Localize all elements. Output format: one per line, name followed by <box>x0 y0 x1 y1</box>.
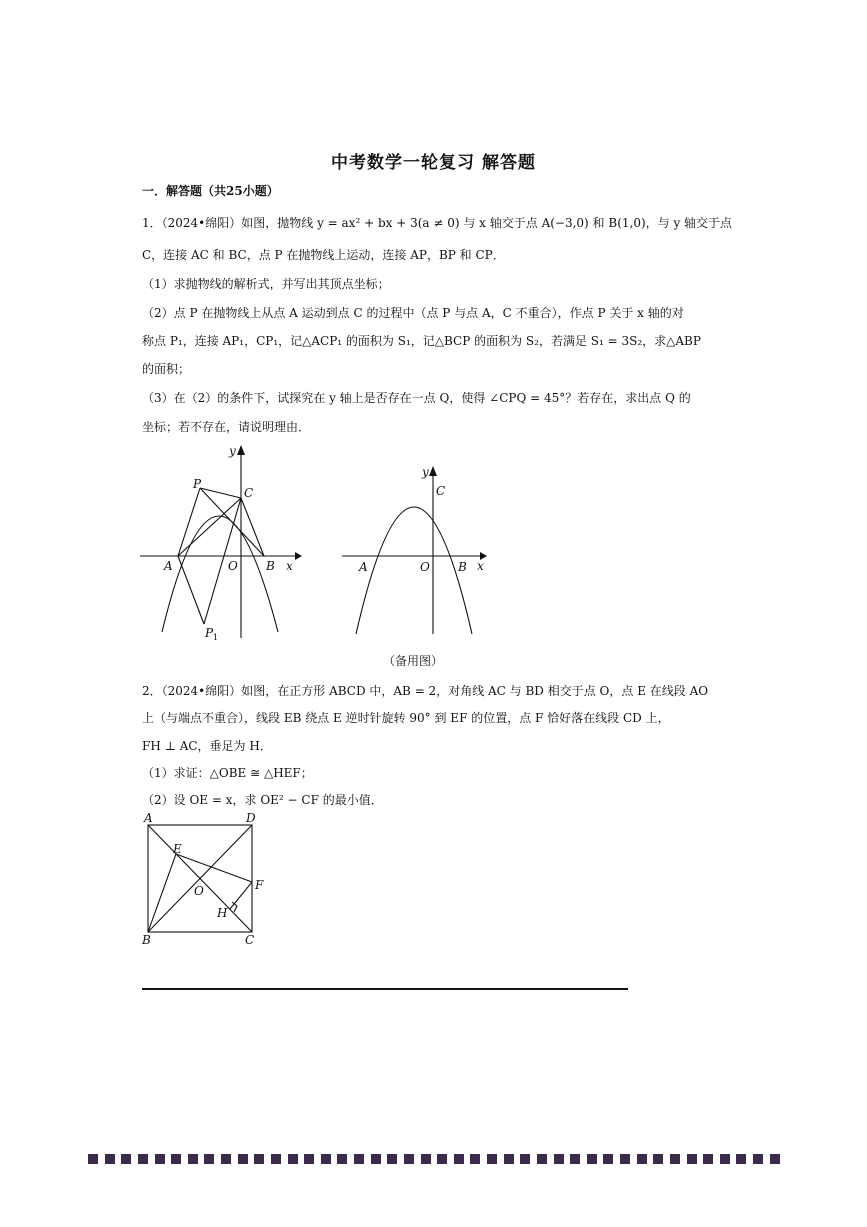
footer-mark <box>537 1154 547 1164</box>
parabola-curve <box>162 516 278 632</box>
footer-mark <box>770 1154 780 1164</box>
footer-mark <box>121 1154 131 1164</box>
q2-line-1: 2．（2024•绵阳）如图，在正方形 ABCD 中，AB = 2，对角线 AC 与 BD 相交于点 O，点 E 在线段 AO <box>142 684 709 698</box>
footer-mark <box>421 1154 431 1164</box>
footer-mark <box>670 1154 680 1164</box>
footer-mark <box>105 1154 115 1164</box>
footer-mark <box>221 1154 231 1164</box>
parabola-curve <box>356 507 472 634</box>
fig1-label-p1: P <box>205 626 214 640</box>
footer-mark <box>337 1154 347 1164</box>
footer-mark <box>288 1154 298 1164</box>
footer-mark <box>753 1154 763 1164</box>
q1-line-4: （2）点 P 在抛物线上从点 A 运动到点 C 的过程中（点 P 与点 A，C 不重合），作点 P 关于 x 轴的对 <box>142 306 684 320</box>
fig3-label-h: H <box>217 906 228 920</box>
fig1-label-c: C <box>244 486 254 500</box>
fig1-label-y: y <box>229 444 236 458</box>
footer-mark <box>554 1154 564 1164</box>
q1-line-1: 1．（2024•绵阳）如图，抛物线 y = ax² + bx + 3(a ≠ 0) 与 x 轴交于点 A(−3,0) 和 B(1,0)，与 y 轴交于点 <box>142 216 733 230</box>
section-heading: 一．解答题（共25小题） <box>142 184 279 198</box>
q1-line-2: C，连接 AC 和 BC，点 P 在抛物线上运动，连接 AP，BP 和 CP． <box>142 248 505 262</box>
fig1-label-x: x <box>286 559 293 573</box>
footer-mark <box>354 1154 364 1164</box>
fig1-label-o: O <box>228 559 238 573</box>
footer-mark <box>138 1154 148 1164</box>
footer-mark <box>504 1154 514 1164</box>
footer-mark <box>736 1154 746 1164</box>
footer-mark <box>653 1154 663 1164</box>
q2-line-2: 上（与端点不重合），线段 EB 绕点 E 逆时针旋转 90° 到 EF 的位置，点 F 恰好落在线段 CD 上， <box>142 711 670 725</box>
footer-mark <box>454 1154 464 1164</box>
fig3-label-e: E <box>173 842 182 856</box>
fig3-label-b: B <box>142 933 151 947</box>
footer-mark <box>687 1154 697 1164</box>
footer-mark <box>171 1154 181 1164</box>
figure-3-square <box>140 810 270 950</box>
q2-line-4: （1）求证：△OBE ≅ △HEF； <box>142 766 313 780</box>
footer-mark <box>271 1154 281 1164</box>
fig3-label-a: A <box>144 811 153 825</box>
footer-mark <box>520 1154 530 1164</box>
q1-line-7: （3）在（2）的条件下，试探究在 y 轴上是否存在一点 Q，使得 ∠CPQ = 45°？若存在，求出点 Q 的 <box>142 391 691 405</box>
fig1-label-p: P <box>193 477 202 491</box>
divider-line <box>142 988 628 990</box>
fig3-label-c: C <box>245 933 255 947</box>
footer-mark <box>437 1154 447 1164</box>
q1-line-8: 坐标；若不存在，请说明理由． <box>142 420 311 434</box>
fig1-label-b: B <box>266 559 275 573</box>
footer-decoration <box>88 1152 780 1166</box>
fig2-label-o: O <box>420 560 430 574</box>
footer-mark <box>321 1154 331 1164</box>
q1-line-5: 称点 P₁，连接 AP₁，CP₁，记△ACP₁ 的面积为 S₁，记△BCP 的面积为 S₂，若满足 S₁ = 3S₂，求△ABP <box>142 334 701 348</box>
footer-mark <box>587 1154 597 1164</box>
figure-1-parabola <box>140 440 310 650</box>
q2-line-5: （2）设 OE = x，求 OE² − CF 的最小值． <box>142 793 383 807</box>
footer-mark <box>371 1154 381 1164</box>
footer-mark <box>188 1154 198 1164</box>
footer-mark <box>570 1154 580 1164</box>
fig3-label-o: O <box>194 884 204 898</box>
fig2-label-y: y <box>422 465 429 479</box>
footer-mark <box>637 1154 647 1164</box>
footer-mark <box>404 1154 414 1164</box>
footer-mark <box>88 1154 98 1164</box>
footer-mark <box>155 1154 165 1164</box>
fig2-label-b: B <box>458 560 467 574</box>
fig1-label-a: A <box>164 559 173 573</box>
footer-mark <box>470 1154 480 1164</box>
fig3-label-f: F <box>255 878 264 892</box>
fig3-label-d: D <box>246 811 256 825</box>
fig1-label-p1-sub: 1 <box>213 633 219 642</box>
figure-2-backup-parabola <box>342 460 492 640</box>
footer-mark <box>620 1154 630 1164</box>
footer-mark <box>204 1154 214 1164</box>
fig2-label-x: x <box>477 559 484 573</box>
footer-mark <box>603 1154 613 1164</box>
q2-line-3: FH ⊥ AC，垂足为 H． <box>142 739 272 753</box>
q1-line-6: 的面积； <box>142 362 191 376</box>
footer-mark <box>487 1154 497 1164</box>
footer-mark <box>703 1154 713 1164</box>
fig2-caption: （备用图） <box>383 654 444 668</box>
q1-line-3: （1）求抛物线的解析式，并写出其顶点坐标； <box>142 277 390 291</box>
footer-mark <box>387 1154 397 1164</box>
footer-mark <box>720 1154 730 1164</box>
footer-mark <box>254 1154 264 1164</box>
fig2-label-a: A <box>359 560 368 574</box>
footer-mark <box>238 1154 248 1164</box>
page-title: 中考数学一轮复习 解答题 <box>331 153 536 173</box>
fig2-label-c: C <box>436 484 446 498</box>
footer-mark <box>304 1154 314 1164</box>
